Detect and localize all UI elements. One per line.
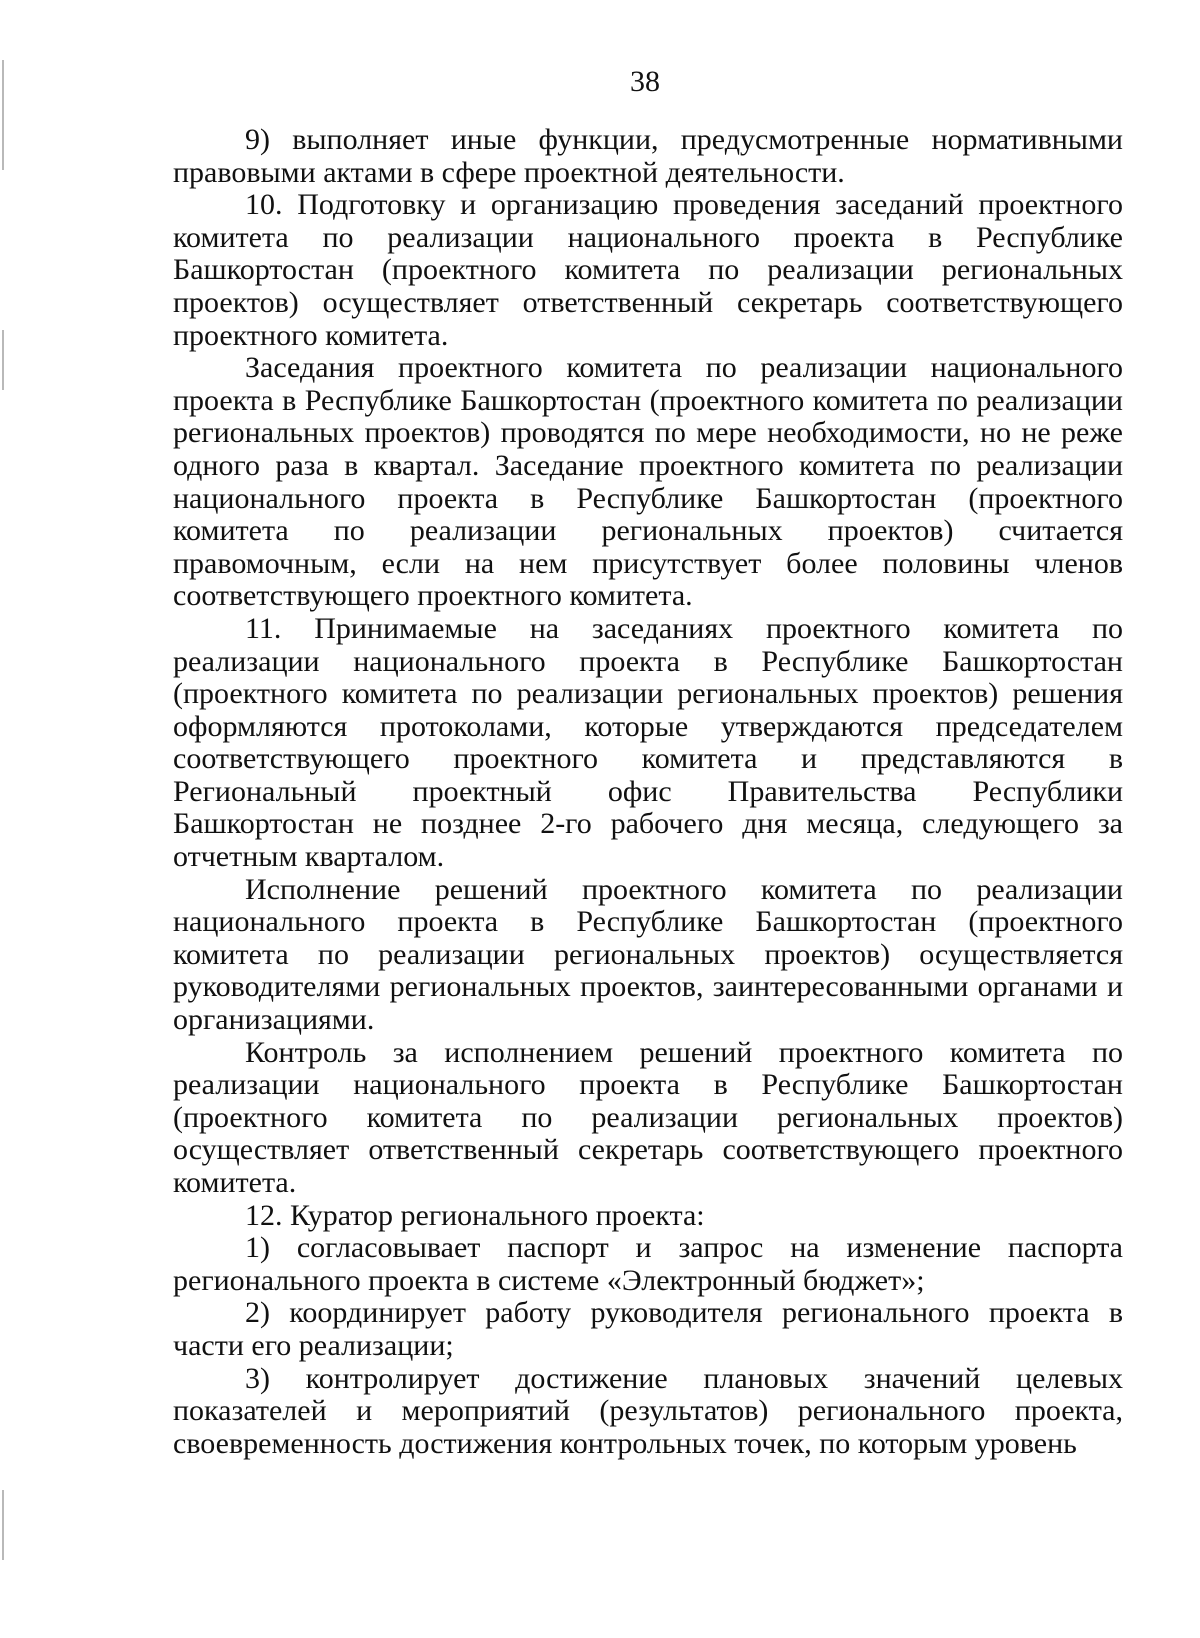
paragraph bbox=[173, 1363, 1123, 1461]
text-line: правовыми актами в сфере проектной деятельности. bbox=[173, 155, 845, 189]
text-line: части его реализации; bbox=[173, 1328, 454, 1362]
text-line: 12. Куратор регионального проекта: bbox=[245, 1198, 705, 1232]
text-line: отчетным кварталом. bbox=[173, 840, 445, 874]
text-line: 3) контролирует достижение плановых значений целевых bbox=[245, 1361, 1123, 1395]
paragraph bbox=[173, 189, 1123, 352]
text-line: проектов) осуществляет ответственный секретарь соответствующего bbox=[173, 285, 1123, 319]
text-line: Региональный проектный офис Правительства Республики bbox=[173, 774, 1123, 808]
text-line: одного раза в квартал. Заседание проектного комитета по реализации bbox=[173, 448, 1123, 482]
paragraph bbox=[173, 1297, 1123, 1362]
text-line: оформляются протоколами, которые утверждаются председателем bbox=[173, 709, 1123, 743]
text-line: 11. Принимаемые на заседаниях проектного комитета по bbox=[245, 611, 1123, 645]
text-line: 2) координирует работу руководителя регионального проекта в bbox=[245, 1296, 1123, 1330]
paragraph bbox=[173, 352, 1123, 613]
text-line: национального проекта в Республике Башкортостан (проектного bbox=[173, 481, 1123, 515]
document-body bbox=[173, 124, 1123, 1460]
text-line: соответствующего проектного комитета. bbox=[173, 579, 693, 613]
text-line: проекта в Республике Башкортостан (проектного комитета по реализации bbox=[173, 383, 1123, 417]
text-line: 1) согласовывает паспорт и запрос на изменение паспорта bbox=[245, 1231, 1123, 1265]
text-line: 10. Подготовку и организацию проведения заседаний проектного bbox=[245, 188, 1123, 222]
paragraph bbox=[173, 874, 1123, 1037]
text-line: 9) выполняет иные функции, предусмотренные нормативными bbox=[245, 123, 1123, 156]
text-line: регионального проекта в системе «Электронный бюджет»; bbox=[173, 1263, 925, 1297]
text-line: Башкортостан не позднее 2-го рабочего дня месяца, следующего за bbox=[173, 807, 1123, 841]
text-line: Башкортостан (проектного комитета по реализации региональных bbox=[173, 253, 1123, 287]
text-line: реализации национального проекта в Республике Башкортостан bbox=[173, 644, 1123, 678]
text-line: проектного комитета. bbox=[173, 318, 449, 352]
text-line: правомочным, если на нем присутствует более половины членов bbox=[173, 546, 1123, 580]
text-line: Заседания проектного комитета по реализации национального bbox=[245, 351, 1123, 385]
page-number: 38 bbox=[630, 65, 660, 98]
text-line: руководителями региональных проектов, заинтересованными органами и bbox=[173, 970, 1123, 1004]
text-line: комитета по реализации национального проекта в Республике bbox=[173, 220, 1123, 254]
text-line: Контроль за исполнением решений проектного комитета по bbox=[245, 1035, 1123, 1069]
scan-edge-mark-bottom bbox=[2, 1490, 4, 1560]
paragraph bbox=[173, 1200, 1123, 1233]
scan-edge-mark-middle bbox=[2, 330, 4, 390]
text-line: соответствующего проектного комитета и представляются в bbox=[173, 742, 1123, 776]
text-line: комитета по реализации региональных проектов) считается bbox=[173, 514, 1123, 548]
text-line: региональных проектов) проводятся по мере необходимости, но не реже bbox=[173, 416, 1123, 450]
text-line: реализации национального проекта в Республике Башкортостан bbox=[173, 1068, 1123, 1102]
text-line: Исполнение решений проектного комитета по реализации bbox=[245, 872, 1123, 906]
paragraph bbox=[173, 1232, 1123, 1297]
paragraph bbox=[173, 124, 1123, 189]
text-line: (проектного комитета по реализации региональных проектов) решения bbox=[173, 677, 1123, 711]
paragraph bbox=[173, 1037, 1123, 1200]
text-line: национального проекта в Республике Башкортостан (проектного bbox=[173, 905, 1123, 939]
text-line: осуществляет ответственный секретарь соответствующего проектного bbox=[173, 1133, 1123, 1167]
paragraph bbox=[173, 613, 1123, 874]
text-line: комитета по реализации региональных проектов) осуществляется bbox=[173, 937, 1123, 971]
text-line: организациями. bbox=[173, 1003, 375, 1037]
text-line: показателей и мероприятий (результатов) регионального проекта, bbox=[173, 1394, 1123, 1428]
text-line: своевременность достижения контрольных точек, по которым уровень bbox=[173, 1426, 1077, 1460]
text-line: комитета. bbox=[173, 1166, 297, 1199]
text-line: (проектного комитета по реализации региональных проектов) bbox=[173, 1100, 1123, 1134]
